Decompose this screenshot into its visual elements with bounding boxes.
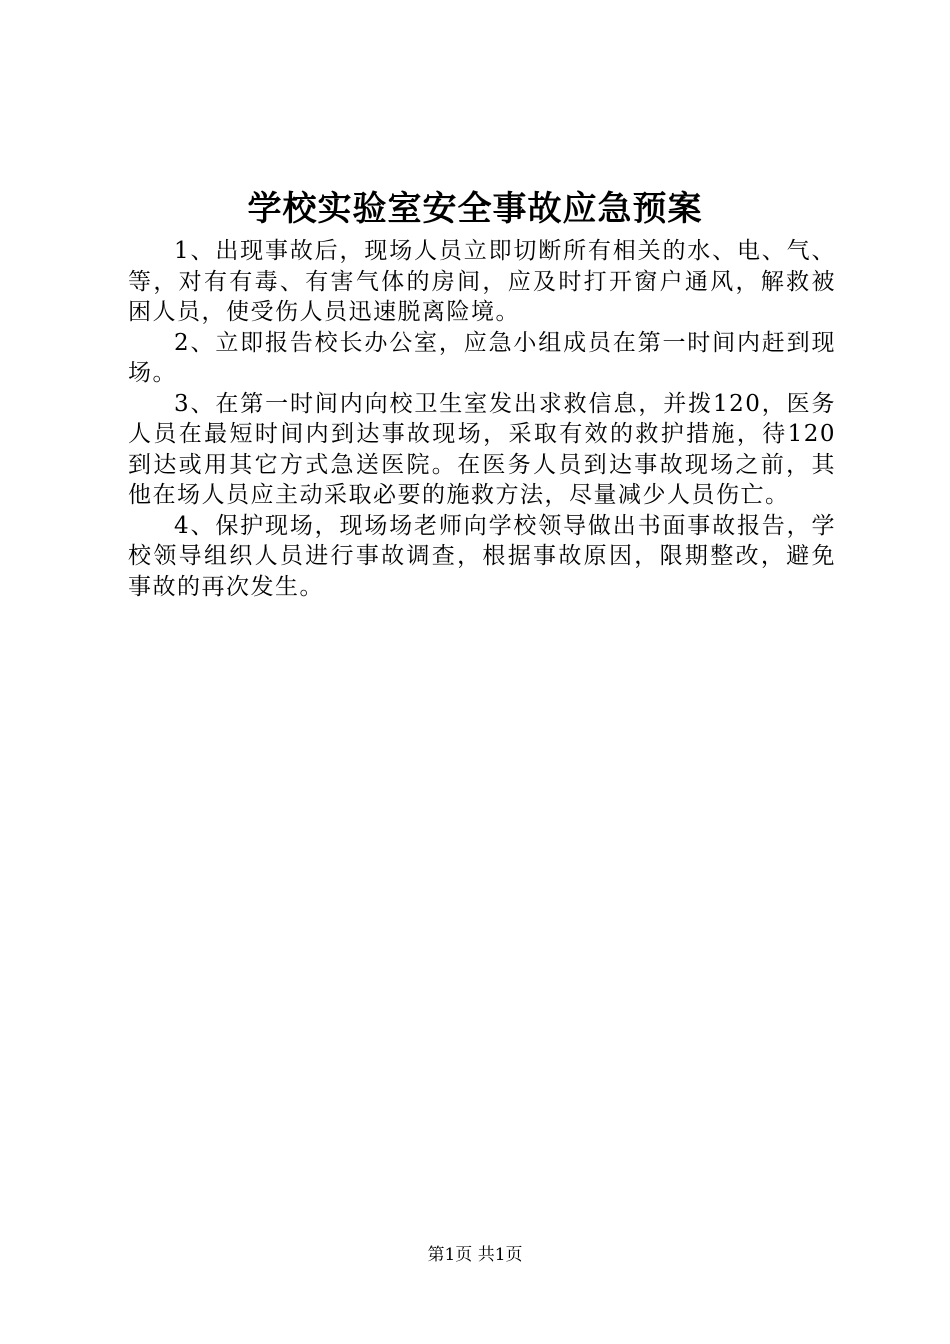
paragraph-4: 4、保护现场，现场场老师向学校领导做出书面事故报告，学校领导组织人员进行事故调查，根据事故原因，限期整改，避免事故的再次发生。 bbox=[128, 512, 836, 600]
document-title: 学校实验室安全事故应急预案 bbox=[247, 189, 703, 229]
paragraph-3: 3、在第一时间内向校卫生室发出求救信息，并拨120，医务人员在最短时间内到达事故现场，采取有效的救护措施，待120到达或用其它方式急送医院。在医务人员到达事故现场之前，其他在场人员应主动采取必要的施救方法，尽量减少人员伤亡。 bbox=[128, 390, 836, 508]
page-footer: 第1页 共1页 bbox=[427, 1245, 523, 1265]
paragraph-1: 1、出现事故后，现场人员立即切断所有相关的水、电、气、等，对有有毒、有害气体的房间，应及时打开窗户通风，解救被困人员，使受伤人员迅速脱离险境。 bbox=[128, 238, 836, 325]
document-body bbox=[128, 236, 836, 602]
paragraph-2: 2、立即报告校长办公室，应急小组成员在第一时间内赶到现场。 bbox=[128, 329, 836, 386]
